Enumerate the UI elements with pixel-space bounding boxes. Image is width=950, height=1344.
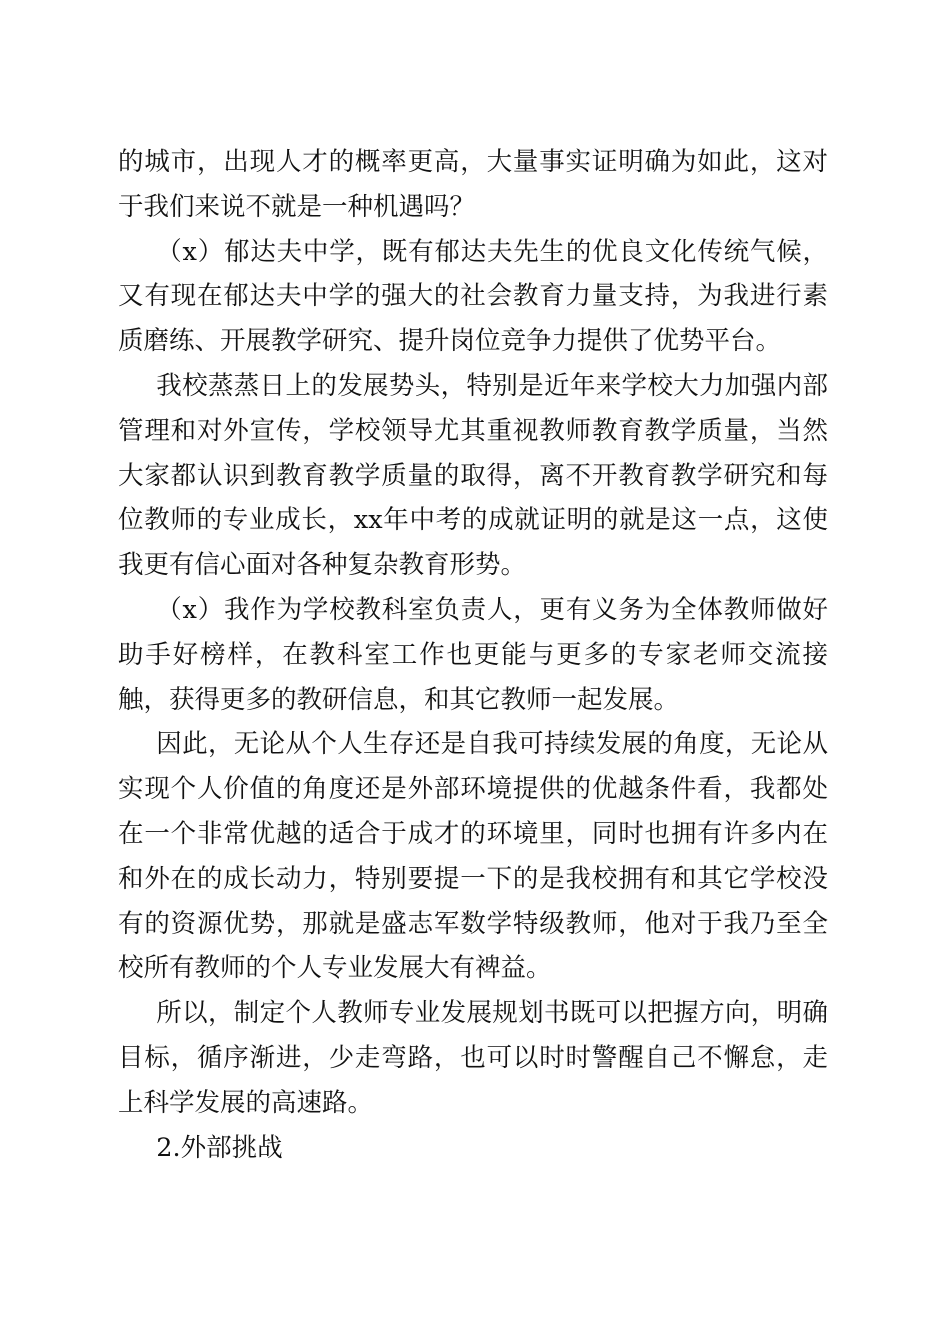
paragraph-therefore: 因此，无论从个人生存还是自我可持续发展的角度，无论从实现个人价值的角度还是外部环境提供的优越条件看，我都处在一个非常优越的适合于成才的环境里，同时也拥有许多内在和外在的成长动力，特别要提一下的是我校拥有和其它学校没有的资源优势，那就是盛志军数学特级教师，他对于我乃至全校所有教师的个人专业发展大有裨益。 <box>118 729 828 984</box>
paragraph-research-office: （x）我作为学校教科室负责人，更有义务为全体教师做好助手好榜样，在教科室工作也更能与更多的专家老师交流接触，获得更多的教研信息，和其它教师一起发展。 <box>118 594 828 715</box>
paragraph-yudafu-school: （x）郁达夫中学，既有郁达夫先生的优良文化传统气候，又有现在郁达夫中学的强大的社会教育力量支持，为我进行素质磨练、开展教学研究、提升岗位竞争力提供了优势平台。 <box>118 236 828 357</box>
section-heading: 2.外部挑战 <box>156 1132 283 1163</box>
paragraph-continuation: 的城市，出现人才的概率更高，大量事实证明确为如此，这对于我们来说不就是一种机遇吗？ <box>118 147 828 222</box>
paragraph-so: 所以，制定个人教师专业发展规划书既可以把握方向，明确目标，循序渐进，少走弯路，也可以时时警醒自己不懈怠，走上科学发展的高速路。 <box>118 998 828 1118</box>
paragraph-school-momentum: 我校蒸蒸日上的发展势头，特别是近年来学校大力加强内部管理和对外宣传，学校领导尤其重视教师教育教学质量，当然大家都认识到教育教学质量的取得，离不开教育教学研究和每位教师的专业成长，xx年中考的成就证明的就是这一点，这使我更有信心面对各种复杂教育形势。 <box>118 370 828 581</box>
document-body <box>118 140 828 1170</box>
